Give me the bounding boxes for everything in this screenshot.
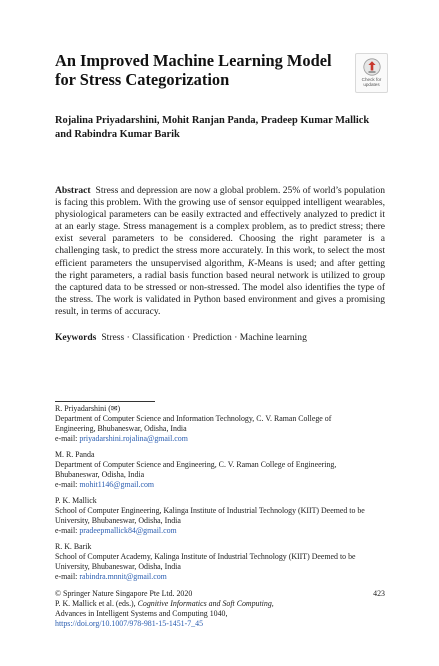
book-title: Cognitive Informatics and Soft Computing — [137, 599, 272, 609]
affiliation-email-row — [55, 434, 385, 444]
title-line-2: for Stress Categorization — [55, 70, 230, 89]
abstract-text-part-1: Stress and depression are now a global problem. 25% of world’s population is facing this problem. With the growing use of sensor equipped intelligent wearables, physiological parameters can be easily extracted and effectively analyzed to predict it at an early stage. Stress management is a complex problem, as to predict stress; there exist several parameters to be considered. Choosing the right parameter is a challenging task, to predict the stress more accurately. In this work, to select the most efficient parameters the unsupervised algorithm, — [55, 185, 385, 269]
affiliation-line: University, Bhubaneswar, Odisha, India — [55, 562, 181, 572]
email-label: e-mail: — [55, 526, 78, 536]
keywords-label: Keywords — [55, 332, 97, 343]
author-list — [55, 114, 395, 141]
keywords — [55, 332, 385, 344]
affiliation-line: Bhubaneswar, Odisha, India — [55, 470, 145, 480]
editors-line — [55, 599, 385, 609]
check-for-updates-button[interactable] — [355, 53, 388, 93]
affiliation-email-row — [55, 572, 385, 582]
email-label: e-mail: — [55, 480, 78, 490]
editors-text: P. K. Mallick et al. (eds.), — [55, 599, 138, 609]
email-link[interactable]: mohit1146@gmail.com — [79, 480, 155, 490]
check-for-updates-icon — [363, 58, 381, 76]
badge-text-line-1: Check for — [361, 77, 382, 82]
page-number: 423 — [373, 589, 385, 598]
footnote-divider — [55, 401, 155, 402]
affiliation-mallick — [55, 496, 385, 536]
abstract-label: Abstract — [55, 185, 91, 196]
affiliation-priyadarshini — [55, 404, 385, 444]
affiliation-line: University, Bhubaneswar, Odisha, India — [55, 516, 181, 526]
affiliation-line: Department of Computer Science and Engineering, C. V. Raman College of Engineering, — [55, 460, 337, 470]
citation-footer — [55, 589, 385, 629]
affiliation-email-row — [55, 526, 385, 536]
title-line-1: An Improved Machine Learning Model — [55, 51, 332, 70]
affiliation-barik — [55, 542, 385, 582]
email-link[interactable]: pradeepmallick84@gmail.com — [79, 526, 177, 536]
copyright-line: © Springer Nature Singapore Pte Ltd. 2020 — [55, 589, 193, 598]
affiliation-line: School of Computer Academy, Kalinga Institute of Industrial Technology (KIIT) Deemed to be — [55, 552, 356, 562]
book-title-suffix: , — [271, 599, 274, 609]
authors-line-2: and Rabindra Kumar Barik — [55, 128, 180, 140]
badge-text-line-2: updates — [363, 82, 380, 87]
affiliation-panda — [55, 450, 385, 490]
keywords-text: Stress · Classification · Prediction · Machine learning — [101, 332, 307, 343]
abstract — [55, 185, 385, 318]
affiliation-line: School of Computer Engineering, Kalinga Institute of Industrial Technology (KIIT) Deemed to be — [55, 506, 365, 516]
email-link[interactable]: rabindra.mnnit@gmail.com — [79, 572, 167, 582]
affiliation-author-name: M. R. Panda — [55, 450, 95, 459]
authors-line-1: Rojalina Priyadarshini, Mohit Ranjan Panda, Pradeep Kumar Mallick — [55, 115, 370, 126]
email-link[interactable]: priyadarshini.rojalina@gmail.com — [79, 434, 188, 444]
affiliation-line: Department of Computer Science and Information Technology, C. V. Raman College of — [55, 414, 332, 424]
email-label: e-mail: — [55, 434, 78, 444]
email-label: e-mail: — [55, 572, 78, 582]
affiliation-author-name: P. K. Mallick — [55, 496, 97, 505]
series-line: Advances in Intelligent Systems and Computing 1040, — [55, 609, 228, 619]
affiliation-author-name: R. Priyadarshini (✉) — [55, 404, 121, 413]
affiliation-author-name: R. K. Barik — [55, 542, 92, 551]
abstract-text-part-2: -Means is used; and after getting the right parameters, a radial basis function based neural network is utilized to group the captured data to be stressed or non-stressed. The model also identifies the type of the stress. The work is validated in Python based environment and gives a promising result, in terms of accuracy. — [55, 257, 385, 317]
abstract-text-italic-k: K — [247, 257, 255, 269]
doi-link[interactable]: https://doi.org/10.1007/978-981-15-1451-7_45 — [55, 619, 204, 629]
paper-title — [55, 51, 345, 89]
affiliation-email-row — [55, 480, 385, 490]
affiliation-line: Engineering, Bhubaneswar, Odisha, India — [55, 424, 187, 434]
